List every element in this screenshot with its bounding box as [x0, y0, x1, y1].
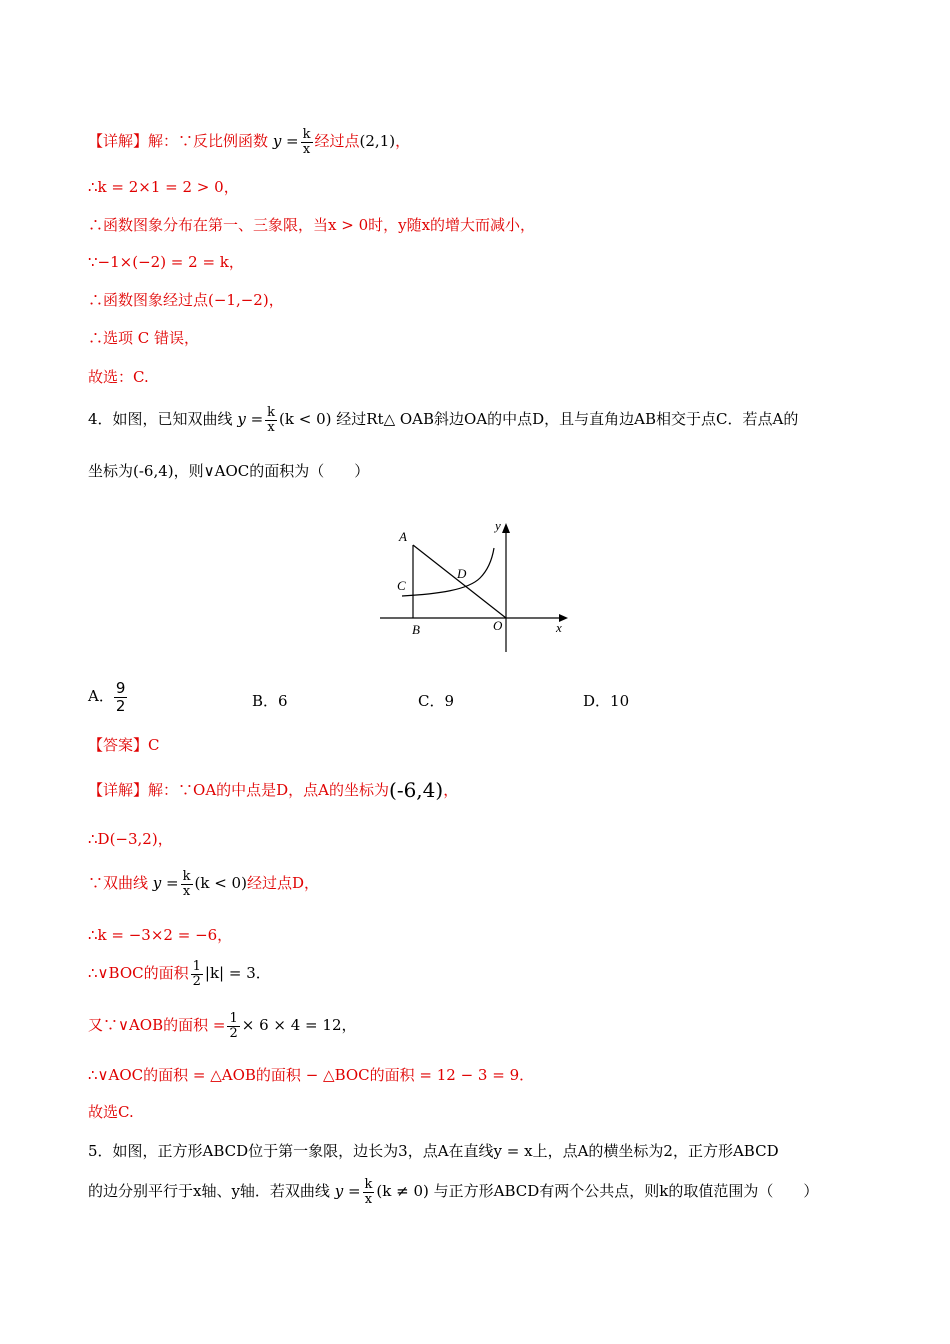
fraction-one-half: $\frac{1}{2}$: [192, 959, 201, 989]
detail-tag: 【详解】: [88, 132, 149, 151]
label-x: x: [556, 620, 562, 635]
q4-solution-line-8: 故选C.: [88, 1103, 134, 1121]
q4-solution-line-1: 【详解】解：∵OA的中点是D，点A的坐标为(-6,4)，: [88, 778, 459, 802]
q4-solution-line-7: ∴∨AOC的面积 = △AOB的面积 − △BOC的面积 = 12 − 3 = 9．: [88, 1066, 535, 1084]
prev-solution-line-7: 故选：C.: [88, 368, 149, 386]
answer-tag: 【答案】: [88, 736, 149, 754]
prev-solution-line-2: ∴k = 2×1 = 2 > 0，: [88, 178, 239, 196]
label-O: O: [493, 618, 503, 633]
detail-tag: 【详解】: [88, 781, 149, 799]
label-B: B: [412, 622, 420, 637]
prev-solution-line-3: ∴函数图象分布在第一、三象限，当x > 0时，y随x的增大而减小，: [88, 216, 536, 234]
q5-stem-line-1: 5．如图，正方形ABCD位于第一象限，边长为3，点A在直线y = x上，点A的横坐标为2，正方形ABCD: [88, 1142, 779, 1160]
option-A: A． $\frac{9}{2}$: [88, 679, 126, 715]
label-y: y: [495, 518, 501, 533]
label-C: C: [397, 578, 406, 593]
q4-solution-line-5: ∴∨BOC的面积 $\frac{1}{2}$ |k| = 3．: [88, 959, 271, 989]
fraction-k-over-x: $\frac{k}{x}$: [364, 1177, 373, 1207]
q4-stem-line-1: 4．如图，已知双曲线 y = $\frac{k}{x}$ (k < 0) 经过Rt△ OAB斜边OA的中点D，且与直角边AB相交于点C．若点A的: [88, 405, 799, 435]
fraction-k-over-x: $\frac{k}{x}$: [182, 869, 191, 899]
option-D: D．10: [583, 692, 630, 710]
option-C: C．9: [418, 692, 455, 710]
y-axis-arrow: [502, 523, 510, 533]
prev-solution-line-4: ∵−1×(−2) = 2 = k，: [88, 253, 244, 271]
prev-solution-line-6: ∴选项 C 错误，: [88, 329, 200, 347]
fraction-one-half: $\frac{1}{2}$: [229, 1011, 238, 1041]
label-D: D: [457, 566, 467, 581]
q4-solution-line-2: ∴D(−3,2)，: [88, 830, 173, 848]
fraction-k-over-x: $\frac{k}{x}$: [302, 127, 311, 157]
label-A: A: [399, 529, 407, 544]
q5-stem-line-2: 的边分别平行于x轴、y轴．若双曲线 y = $\frac{k}{x}$ (k ≠ 0) 与正方形ABCD有两个公共点，则k的取值范围为（ ）: [88, 1177, 819, 1207]
q4-stem-line-2: 坐标为(-6,4)，则∨AOC的面积为（ ）: [88, 462, 370, 480]
q4-solution-line-3: ∵双曲线 y = $\frac{k}{x}$ (k < 0)经过点D，: [88, 869, 319, 899]
option-A-fraction: $\frac{9}{2}$: [115, 679, 126, 715]
prev-solution-line-5: ∴函数图象经过点(−1,−2)，: [88, 291, 284, 309]
q4-solution-line-4: ∴k = −3×2 = −6，: [88, 926, 233, 944]
q4-solution-line-6: 又∵∨AOB的面积 = $\frac{1}{2}$ × 6 × 4 = 12，: [88, 1011, 357, 1041]
fraction-k-over-x: $\frac{k}{x}$: [267, 405, 276, 435]
q4-answer: 【答案】C: [88, 736, 160, 754]
q4-figure: [378, 518, 573, 656]
prev-solution-line-1: 【详解】解：∵反比例函数 y = $\frac{k}{x}$ 经过点(2,1)，: [88, 127, 411, 157]
option-B: B．6: [252, 692, 288, 710]
